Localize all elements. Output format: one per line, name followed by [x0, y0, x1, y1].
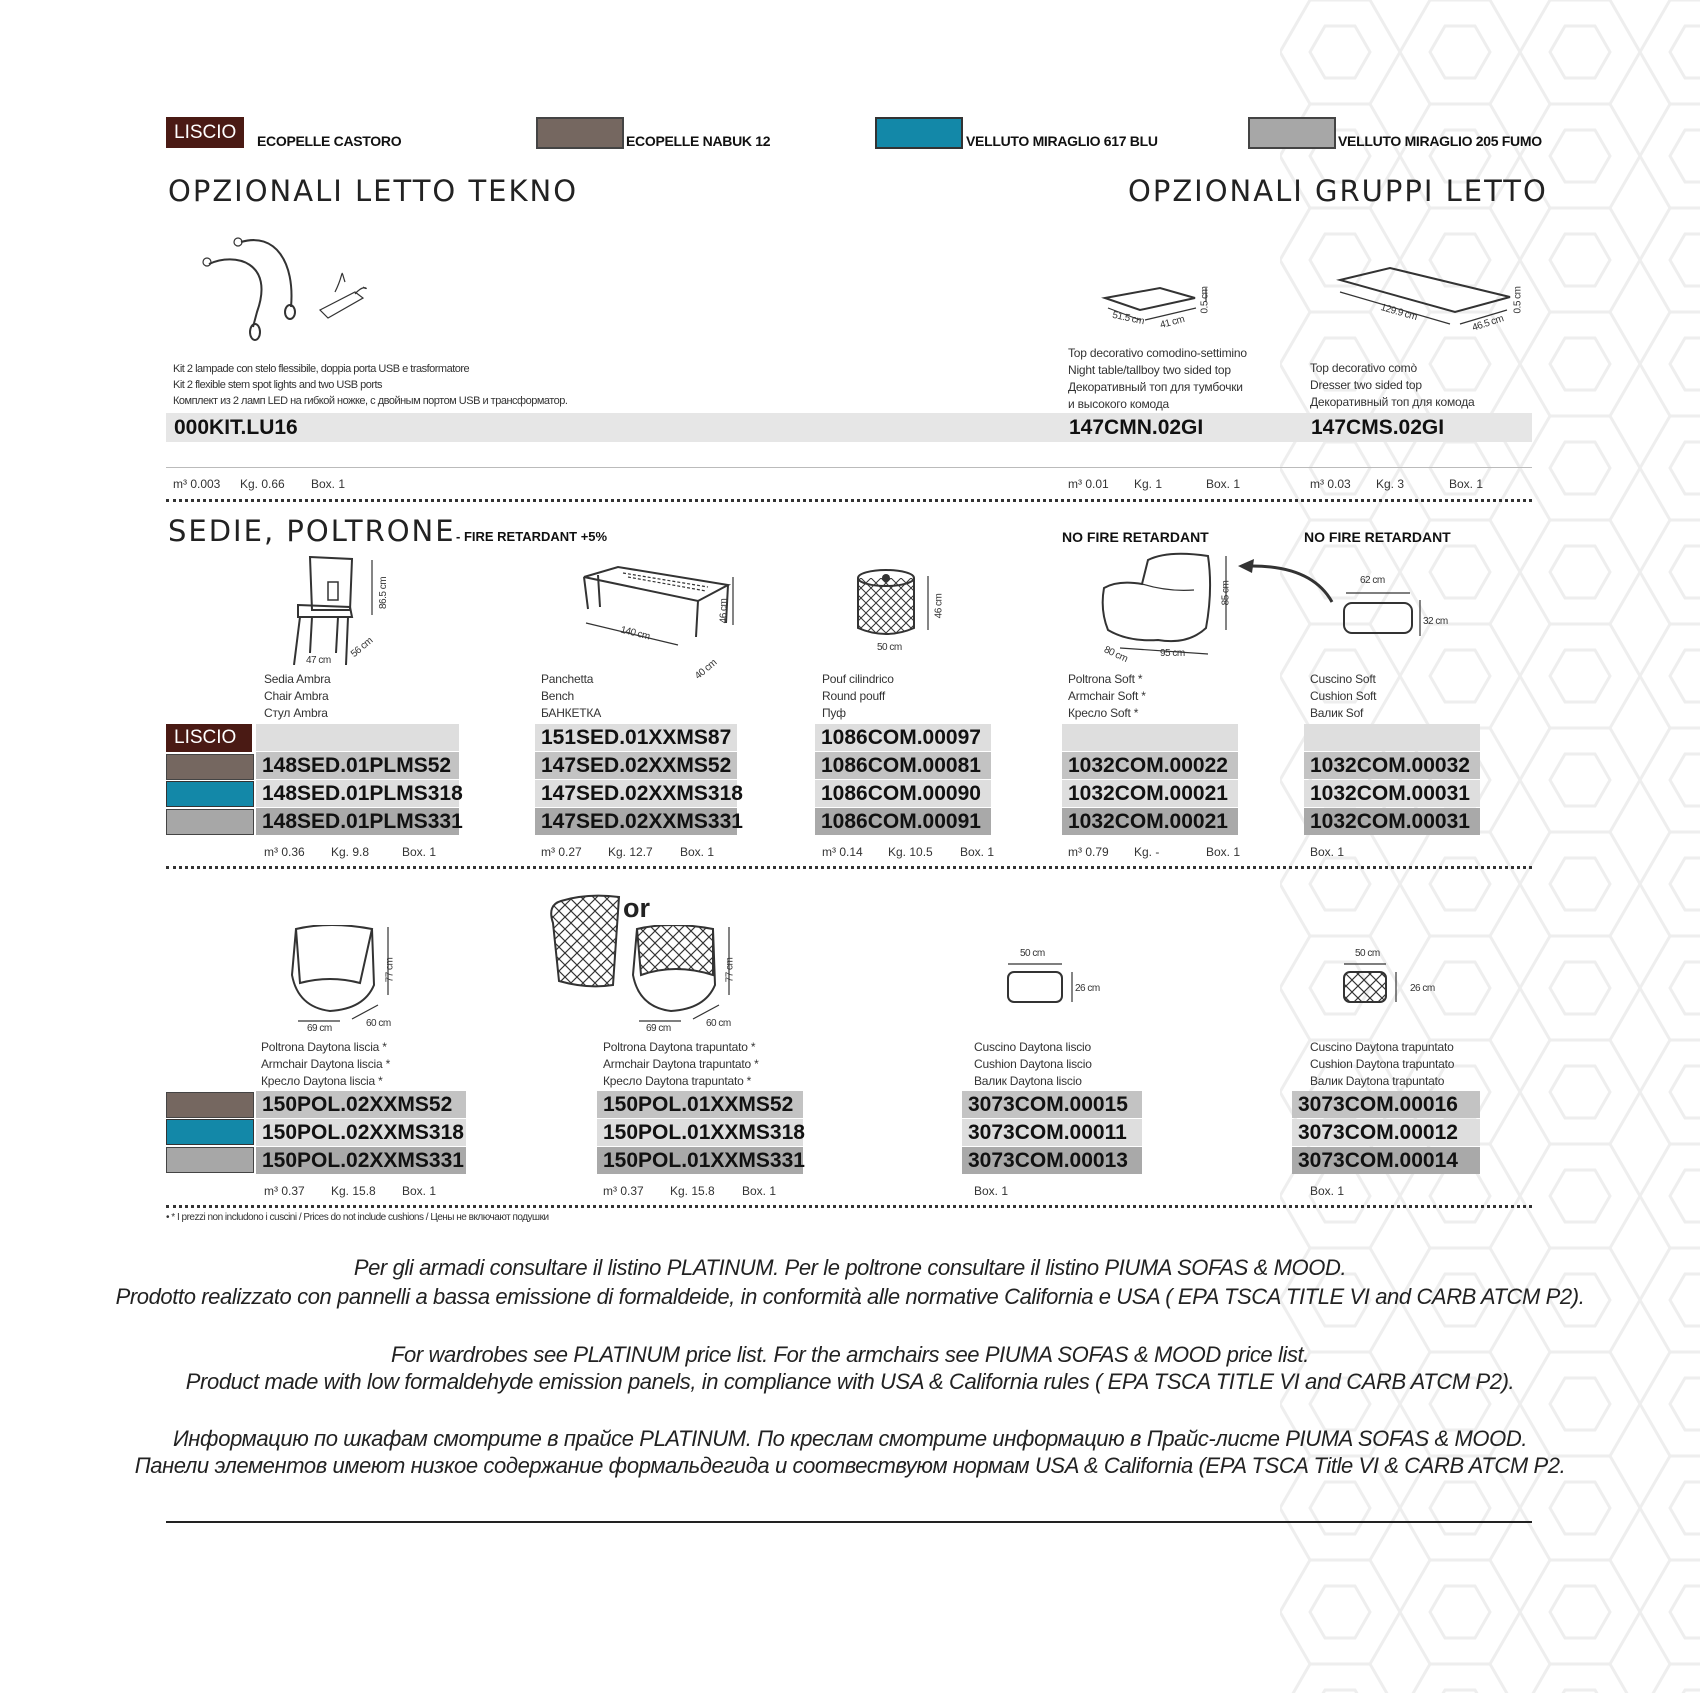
kit-code: 000KIT.LU16: [174, 416, 298, 439]
cushion-trap-box: Box. 1: [1310, 1184, 1345, 1198]
kit-desc-it: Kit 2 lampade con stelo flessibile, doppia porta USB e trasformatore: [173, 363, 470, 375]
sedia-code-blank: [256, 724, 459, 751]
cushion-liscio-box: Box. 1: [974, 1184, 1009, 1198]
key-nabuk-row3: [166, 1092, 254, 1118]
cushion-daytona-trap-illustration: [1340, 962, 1420, 1007]
note-en-1: For wardrobes see PLATINUM price list. For the armchairs see PIUMA SOFAS & MOOD price list.: [391, 1342, 1309, 1367]
liscia-m3: m³ 0.37: [264, 1184, 305, 1198]
comodino-desc-it: Top decorativo comodino-settimino: [1068, 346, 1247, 360]
cushion-to-armchair-arrow: [1232, 556, 1342, 606]
soft-desc-ru: Кресло Soft *: [1068, 706, 1139, 720]
trap-desc-it: Poltrona Daytona trapuntato *: [603, 1040, 756, 1054]
panchetta-code-3: 147SED.02XXMS331: [535, 808, 737, 835]
pouf-box: Box. 1: [960, 845, 995, 859]
cushion-trap-dim-w: 50 cm: [1355, 948, 1380, 959]
sedia-m3: m³ 0.36: [264, 845, 305, 859]
cushion-liscio-desc-ru: Валик Daytona liscio: [974, 1074, 1082, 1088]
title-gruppi-letto: OPZIONALI GRUPPI LETTO: [1128, 174, 1548, 208]
cushion-soft-box: Box. 1: [1310, 845, 1345, 859]
soft-dim-h: 85 cm: [1220, 580, 1232, 606]
cushion-daytona-liscio-illustration: [1004, 962, 1084, 1007]
panchetta-desc-en: Bench: [541, 689, 575, 703]
sedia-code-3: 148SED.01PLMS331: [256, 808, 459, 835]
soft-desc-it: Poltrona Soft *: [1068, 672, 1143, 686]
soft-dim-w: 95 cm: [1160, 648, 1185, 659]
cushion-soft-desc-en: Cushion Soft: [1310, 689, 1377, 703]
comodino-dim-w: 51.5 cm: [1111, 309, 1145, 328]
cushion-soft-illustration: [1340, 588, 1430, 638]
panchetta-desc-ru: БАНКЕТКА: [541, 706, 601, 720]
cushion-trap-desc-ru: Валик Daytona trapuntato: [1310, 1074, 1445, 1088]
pouf-desc-ru: Пуф: [822, 706, 846, 720]
pouf-code-3: 1086COM.00091: [815, 808, 991, 835]
title-letto-tekno: OPZIONALI LETTO TEKNO: [168, 174, 579, 208]
armchair-soft-illustration: [1098, 550, 1238, 660]
liscia-dim-h: 77 cm: [384, 957, 396, 983]
como-code: 147CMS.02GI: [1311, 416, 1445, 439]
soft-box: Box. 1: [1206, 845, 1241, 859]
dotted-separator-1: [166, 499, 1532, 502]
key-blu-row3: [166, 1119, 254, 1145]
como-desc-en: Dresser two sided top: [1310, 378, 1422, 392]
cushion-trap-desc-en: Cushion Daytona trapuntato: [1310, 1057, 1455, 1071]
como-dim-h: 0.5 cm: [1512, 286, 1524, 314]
no-fire-label-cushion: NO FIRE RETARDANT: [1304, 529, 1451, 545]
como-m3: m³ 0.03: [1310, 477, 1351, 491]
footnote: • * I prezzi non includono i cuscini / Prices do not include cushions / Цены не включают подушки: [166, 1212, 549, 1223]
comodino-m3: m³ 0.01: [1068, 477, 1109, 491]
trap-dim-d: 60 cm: [706, 1018, 731, 1029]
liscio-badge-row2: LISCIO: [166, 724, 252, 752]
trap-code-3: 150POL.01XXMS331: [597, 1147, 803, 1174]
finish-blu-swatch: [875, 117, 963, 149]
soft-code-2: 1032COM.00021: [1062, 780, 1238, 807]
liscia-dim-w: 69 cm: [307, 1023, 332, 1034]
pouf-code-1: 1086COM.00081: [815, 752, 991, 779]
comodino-kg: Kg. 1: [1134, 477, 1163, 491]
liscia-code-2: 150POL.02XXMS318: [256, 1119, 466, 1146]
divider-row1: [166, 467, 1532, 468]
cushion-liscio-desc-it: Cuscino Daytona liscio: [974, 1040, 1091, 1054]
como-dim-w: 129.9 cm: [1379, 302, 1419, 323]
quilted-shell-illustration: [547, 893, 627, 993]
soft-code-1: 1032COM.00022: [1062, 752, 1238, 779]
pouf-desc-it: Pouf cilindrico: [822, 672, 894, 686]
note-en-2: Product made with low formaldehyde emission panels, in compliance with USA & California rules ( EPA TSCA TITLE VI and CARB ATCM P2).: [185, 1369, 1515, 1394]
finish-fumo-swatch: [1248, 117, 1336, 149]
trap-dim-w: 69 cm: [646, 1023, 671, 1034]
bench-dim-h: 46 cm: [718, 598, 730, 624]
sedia-code-1: 148SED.01PLMS52: [256, 752, 459, 779]
comodino-desc-ru2: и высокого комода: [1068, 397, 1170, 411]
cushion-soft-code-2: 1032COM.00031: [1304, 780, 1480, 807]
como-desc-ru: Декоративный топ для комода: [1310, 395, 1475, 409]
soft-kg: Kg. -: [1134, 845, 1160, 859]
soft-desc-en: Armchair Soft *: [1068, 689, 1146, 703]
cushion-liscio-desc-en: Cushion Daytona liscio: [974, 1057, 1092, 1071]
soft-m3: m³ 0.79: [1068, 845, 1109, 859]
cushion-soft-code-3: 1032COM.00031: [1304, 808, 1480, 835]
chair-dim-w: 47 cm: [306, 655, 331, 666]
pouf-code-2: 1086COM.00090: [815, 780, 991, 807]
key-nabuk-row2: [166, 754, 254, 780]
cushion-trap-dim-h: 26 cm: [1410, 983, 1435, 994]
pouf-illustration: [856, 568, 936, 648]
sedia-desc-it: Sedia Ambra: [264, 672, 331, 686]
kit-kg: Kg. 0.66: [240, 477, 285, 491]
sedia-desc-ru: Стул Ambra: [264, 706, 328, 720]
bottom-rule: [166, 1521, 1532, 1523]
liscia-box: Box. 1: [402, 1184, 437, 1198]
key-blu-row2: [166, 781, 254, 807]
title-sedie: SEDIE, POLTRONE: [168, 514, 456, 548]
trap-m3: m³ 0.37: [603, 1184, 644, 1198]
cushion-soft-desc-it: Cuscino Soft: [1310, 672, 1376, 686]
liscia-kg: Kg. 15.8: [331, 1184, 376, 1198]
key-fumo-row3: [166, 1147, 254, 1173]
bench-dim-w: 140 cm: [619, 624, 651, 643]
cushion-liscio-code-3: 3073COM.00013: [962, 1147, 1142, 1174]
finish-nabuk-swatch: [536, 117, 624, 149]
pouf-desc-en: Round pouff: [822, 689, 885, 703]
note-it-2: Prodotto realizzato con pannelli a bassa emissione di formaldeide, in conformità alle normative California e USA ( EPA TSCA TITLE VI and CARB ATCM P2).: [115, 1284, 1585, 1309]
panchetta-code-0: 151SED.01XXMS87: [535, 724, 737, 751]
comodino-desc-en: Night table/tallboy two sided top: [1068, 363, 1231, 377]
panchetta-desc-it: Panchetta: [541, 672, 594, 686]
cushion-soft-dim-w: 62 cm: [1360, 575, 1385, 586]
soft-code-blank: [1062, 724, 1238, 751]
liscia-code-3: 150POL.02XXMS331: [256, 1147, 466, 1174]
panchetta-m3: m³ 0.27: [541, 845, 582, 859]
bench-illustration: [578, 565, 738, 655]
trap-dim-h: 77 cm: [724, 957, 736, 983]
kit-box: Box. 1: [311, 477, 346, 491]
chair-dim-d: 56 cm: [349, 635, 376, 660]
note-ru-2: Панели элементов имеют низкое содержание формальдегида и соотвествуюм нормам USA & California (EPA TSCA Title VI & CARB ATCM P2.: [134, 1453, 1566, 1478]
cushion-soft-code-blank: [1304, 724, 1480, 751]
comodino-dim-h: 0.5 cm: [1199, 286, 1211, 314]
sedia-kg: Kg. 9.8: [331, 845, 370, 859]
fire-retardant-note: - FIRE RETARDANT +5%: [456, 529, 608, 544]
finish-castoro-label: ECOPELLE CASTORO: [257, 133, 402, 149]
soft-dim-d: 80 cm: [1102, 644, 1130, 665]
cushion-soft-code-1: 1032COM.00032: [1304, 752, 1480, 779]
pouf-dim-w: 50 cm: [877, 642, 902, 653]
cushion-soft-desc-ru: Валик Sof: [1310, 706, 1364, 720]
kit-desc-ru: Комплект из 2 ламп LED на гибкой ножке, с двойным портом USB и трансформатор.: [173, 395, 568, 407]
comodino-code: 147CMN.02GI: [1069, 416, 1204, 439]
kit-lamps-illustration: [195, 232, 395, 352]
cushion-liscio-dim-w: 50 cm: [1020, 948, 1045, 959]
finish-nabuk-label: ECOPELLE NABUK 12: [626, 133, 771, 149]
trap-code-2: 150POL.01XXMS318: [597, 1119, 803, 1146]
cushion-liscio-dim-h: 26 cm: [1075, 983, 1100, 994]
cushion-liscio-code-1: 3073COM.00015: [962, 1091, 1142, 1118]
kit-desc-en: Kit 2 flexible stem spot lights and two USB ports: [173, 379, 383, 391]
dotted-separator-2: [166, 866, 1532, 869]
como-box: Box. 1: [1449, 477, 1484, 491]
liscia-dim-d: 60 cm: [366, 1018, 391, 1029]
trap-code-1: 150POL.01XXMS52: [597, 1091, 803, 1118]
key-fumo-row2: [166, 809, 254, 835]
como-dim-d: 46.5 cm: [1470, 313, 1505, 334]
sedia-desc-en: Chair Ambra: [264, 689, 329, 703]
comodino-box: Box. 1: [1206, 477, 1241, 491]
liscia-code-1: 150POL.02XXMS52: [256, 1091, 466, 1118]
pouf-m3: m³ 0.14: [822, 845, 863, 859]
pouf-kg: Kg. 10.5: [888, 845, 933, 859]
panchetta-box: Box. 1: [680, 845, 715, 859]
trap-box: Box. 1: [742, 1184, 777, 1198]
pouf-code-0: 1086COM.00097: [815, 724, 991, 751]
note-it-1: Per gli armadi consultare il listino PLATINUM. Per le poltrone consultare il listino PIUMA SOFAS & MOOD.: [353, 1255, 1347, 1280]
comodino-desc-ru1: Декоративный топ для тумбочки: [1068, 380, 1243, 394]
cushion-soft-dim-h: 32 cm: [1423, 616, 1448, 627]
cushion-trap-desc-it: Cuscino Daytona trapuntato: [1310, 1040, 1454, 1054]
liscia-desc-en: Armchair Daytona liscia *: [261, 1057, 391, 1071]
como-kg: Kg. 3: [1376, 477, 1405, 491]
cushion-liscio-code-2: 3073COM.00011: [962, 1119, 1142, 1146]
trap-desc-en: Armchair Daytona trapuntato *: [603, 1057, 759, 1071]
sedia-box: Box. 1: [402, 845, 437, 859]
como-desc-it: Top decorativo comò: [1310, 361, 1417, 375]
finish-blu-label: VELLUTO MIRAGLIO 617 BLU: [966, 133, 1158, 149]
pouf-dim-h: 46 cm: [933, 593, 945, 619]
finish-fumo-label: VELLUTO MIRAGLIO 205 FUMO: [1338, 133, 1542, 149]
panchetta-code-1: 147SED.02XXMS52: [535, 752, 737, 779]
liscia-desc-ru: Кресло Daytona liscia *: [261, 1074, 383, 1088]
trap-desc-ru: Кресло Daytona trapuntato *: [603, 1074, 752, 1088]
cushion-trap-code-1: 3073COM.00016: [1292, 1091, 1480, 1118]
or-label: or: [623, 893, 650, 923]
soft-code-3: 1032COM.00021: [1062, 808, 1238, 835]
sedia-code-2: 148SED.01PLMS318: [256, 780, 459, 807]
chair-dim-h: 86.5 cm: [378, 576, 390, 610]
kit-m3: m³ 0.003: [173, 477, 221, 491]
dotted-separator-3: [166, 1205, 1532, 1208]
cushion-trap-code-3: 3073COM.00014: [1292, 1147, 1480, 1174]
no-fire-label-soft: NO FIRE RETARDANT: [1062, 529, 1209, 545]
note-ru-1: Информацию по шкафам смотрите в прайсе PLATINUM. По креслам смотрите информацию в Прайс-листе PIUMA SOFAS & MOOD.: [172, 1426, 1528, 1451]
trap-kg: Kg. 15.8: [670, 1184, 715, 1198]
cushion-trap-code-2: 3073COM.00012: [1292, 1119, 1480, 1146]
liscio-badge: LISCIO: [166, 117, 244, 148]
panchetta-kg: Kg. 12.7: [608, 845, 653, 859]
comodino-dim-d: 41 cm: [1158, 314, 1186, 332]
panchetta-code-2: 147SED.02XXMS318: [535, 780, 737, 807]
liscia-desc-it: Poltrona Daytona liscia *: [261, 1040, 387, 1054]
bench-dim-d: 40 cm: [693, 657, 720, 682]
